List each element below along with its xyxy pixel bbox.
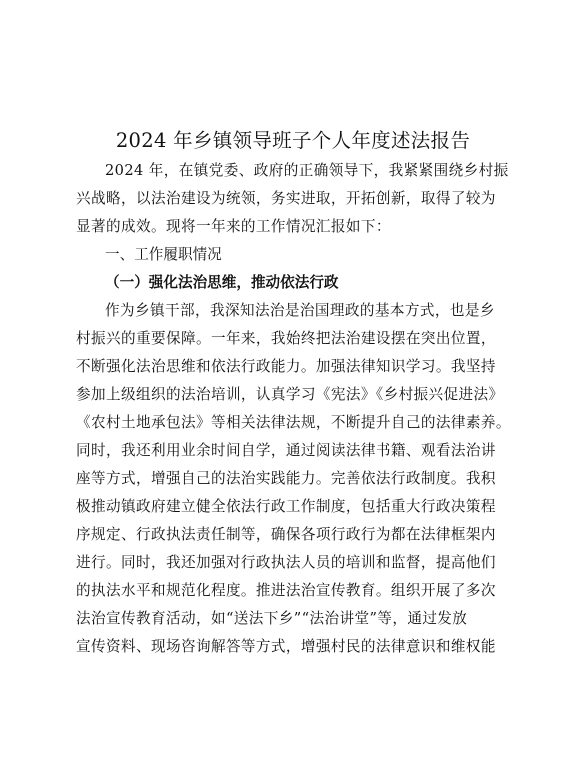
body-line-12: 法治宣传教育活动，如“送法下乡”“法治讲堂”等，通过发放: [76, 610, 468, 627]
body-line-3: 不断强化法治思维和依法行政能力。加强法律知识学习。我坚持: [76, 358, 496, 375]
intro-line-2: 兴战略，以法治建设为统领，务实进取，开拓创新，取得了较为: [76, 190, 496, 207]
intro-line-3: 显著的成效。现将一年来的工作情况汇报如下：: [76, 218, 391, 235]
body-line-8: 极推动镇政府建立健全依法行政工作制度，包括重大行政决策程: [76, 498, 496, 515]
body-line-6: 同时，我还利用业余时间自学，通过阅读法律书籍、观看法治讲: [76, 442, 496, 459]
body-line-2: 村振兴的重要保障。一年来，我始终把法治建设摆在突出位置，: [76, 330, 496, 347]
body-line-11: 的执法水平和规范化程度。推进法治宣传教育。组织开展了多次: [76, 582, 496, 599]
subsection-heading: （一）强化法治思维，推动依法行政: [105, 274, 339, 291]
document-title: 2024 年乡镇领导班子个人年度述法报告: [115, 129, 471, 152]
body-line-7: 座等方式，增强自己的法治实践能力。完善依法行政制度。我积: [76, 470, 496, 487]
body-line-4: 参加上级组织的法治培训，认真学习《宪法》《乡村振兴促进法》: [76, 386, 504, 403]
body-line-5: 《农村土地承包法》等相关法律法规，不断提升自己的法律素养。: [76, 414, 511, 431]
intro-line-1: 2024 年，在镇党委、政府的正确领导下，我紧紧围绕乡村振: [105, 162, 509, 179]
section-heading: 一、工作履职情况: [105, 246, 222, 263]
body-line-10: 进行。同时，我还加强对行政执法人员的培训和监督，提高他们: [76, 554, 496, 571]
body-line-1: 作为乡镇干部，我深知法治是治国理政的基本方式，也是乡: [105, 302, 495, 319]
body-line-9: 序规定、行政执法责任制等，确保各项行政行为都在法律框架内: [76, 526, 496, 543]
body-line-13: 宣传资料、现场咨询解答等方式，增强村民的法律意识和维权能: [76, 638, 496, 655]
